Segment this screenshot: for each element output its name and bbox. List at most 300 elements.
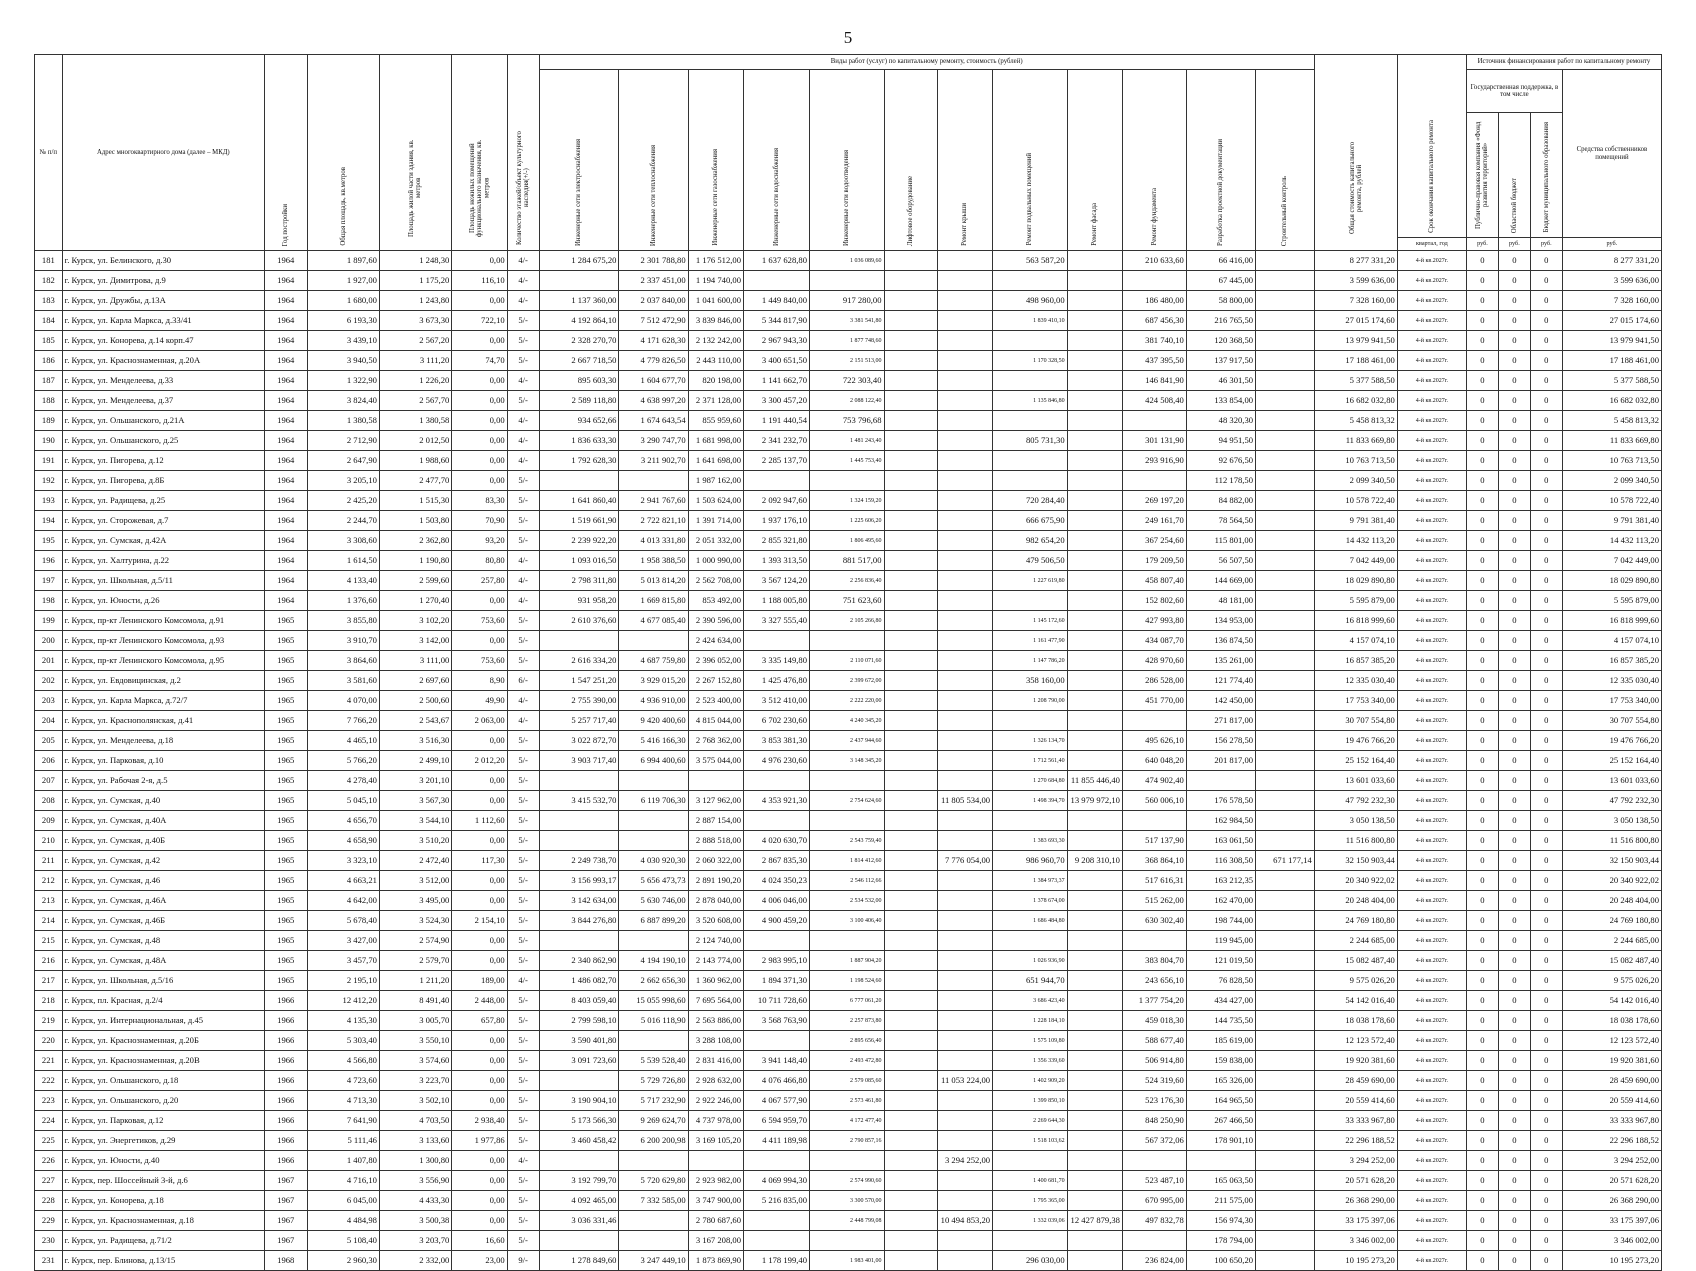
cell-total-cost: 20 248 404,00	[1314, 891, 1397, 911]
cell-fund-amount: 0	[1466, 831, 1498, 851]
cell-water-cost: 6 702 230,60	[744, 711, 810, 731]
cell-sewer-cost	[810, 471, 885, 491]
cell-electro-cost: 3 091 723,60	[539, 1051, 619, 1071]
cell-total-cost: 19 476 766,20	[1314, 731, 1397, 751]
cell-water-cost: 5 344 817,90	[744, 311, 810, 331]
cell-water-cost: 3 941 148,40	[744, 1051, 810, 1071]
cell-total-area: 4 658,90	[307, 831, 379, 851]
cell-fund-amount: 0	[1466, 1051, 1498, 1071]
cell-living-area: 3 111,20	[379, 351, 451, 371]
cell-living-area: 1 243,80	[379, 291, 451, 311]
cell-nonres-area: 2 154,10	[452, 911, 507, 931]
cell-municipal-amount: 0	[1530, 531, 1562, 551]
cell-design-cost: 94 951,50	[1186, 431, 1255, 451]
cell-total-area: 1 897,60	[307, 251, 379, 271]
cell-municipal-amount: 0	[1530, 711, 1562, 731]
cell-total-cost: 4 157 074,10	[1314, 631, 1397, 651]
cell-heat-cost: 5 013 814,20	[619, 571, 688, 591]
cell-municipal-amount: 0	[1530, 411, 1562, 431]
cell-heat-cost	[619, 1031, 688, 1051]
cell-total-area: 4 070,00	[307, 691, 379, 711]
cell-heat-cost: 3 211 902,70	[619, 451, 688, 471]
cell-gas-cost: 2 923 982,00	[688, 1171, 743, 1191]
cell-sewer-cost: 1 324 159,20	[810, 491, 885, 511]
cell-year: 1965	[264, 691, 307, 711]
cell-foundation-cost: 210 633,60	[1122, 251, 1186, 271]
cell-year: 1965	[264, 671, 307, 691]
cell-regional-amount: 0	[1498, 751, 1530, 771]
cell-total-cost: 8 277 331,20	[1314, 251, 1397, 271]
cell-electro-cost: 1 278 849,60	[539, 1251, 619, 1271]
cell-fund-amount: 0	[1466, 1171, 1498, 1191]
cell-living-area: 3 512,00	[379, 871, 451, 891]
cell-own-amount: 2 244 685,00	[1562, 931, 1661, 951]
table-row	[35, 991, 1662, 1011]
cell-regional-amount: 0	[1498, 611, 1530, 631]
cell-lift-cost	[884, 951, 937, 971]
cell-municipal-amount: 0	[1530, 571, 1562, 591]
cell-row-number: 222	[35, 1071, 63, 1091]
cell-foundation-cost	[1122, 471, 1186, 491]
cell-foundation-cost: 236 824,00	[1122, 1251, 1186, 1271]
cell-facade-cost	[1067, 511, 1122, 531]
table-row	[35, 271, 1662, 291]
cell-foundation-cost: 434 087,70	[1122, 631, 1186, 651]
cell-living-area: 2 362,80	[379, 531, 451, 551]
cell-own-amount: 16 682 032,80	[1562, 391, 1661, 411]
cell-total-area: 1 380,58	[307, 411, 379, 431]
cell-municipal-amount: 0	[1530, 991, 1562, 1011]
cell-address: г. Курск, ул. Димитрова, д.9	[62, 271, 264, 291]
cell-roof-cost	[937, 371, 992, 391]
cell-sewer-cost: 2 546 112,66	[810, 871, 885, 891]
cell-row-number: 211	[35, 851, 63, 871]
cell-municipal-amount: 0	[1530, 1231, 1562, 1251]
cell-nonres-area: 0,00	[452, 951, 507, 971]
cell-basement-cost: 982 654,20	[993, 531, 1068, 551]
cell-design-cost: 48 320,30	[1186, 411, 1255, 431]
cell-heat-cost: 4 677 085,40	[619, 611, 688, 631]
cell-own-amount: 5 458 813,32	[1562, 411, 1661, 431]
cell-regional-amount: 0	[1498, 411, 1530, 431]
cell-lift-cost	[884, 611, 937, 631]
cell-nonres-area: 753,60	[452, 611, 507, 631]
cell-basement-cost: 805 731,30	[993, 431, 1068, 451]
cell-row-number: 214	[35, 911, 63, 931]
cell-gas-cost: 1 041 600,00	[688, 291, 743, 311]
cell-basement-cost: 563 587,20	[993, 251, 1068, 271]
cell-own-amount: 18 038 178,60	[1562, 1011, 1661, 1031]
cell-floors: 5/-	[507, 331, 539, 351]
cell-gas-cost: 2 124 740,00	[688, 931, 743, 951]
cell-water-cost: 3 327 555,40	[744, 611, 810, 631]
cell-regional-amount: 0	[1498, 1211, 1530, 1231]
cell-fund-amount: 0	[1466, 531, 1498, 551]
cell-lift-cost	[884, 1091, 937, 1111]
cell-gas-cost: 2 563 886,00	[688, 1011, 743, 1031]
cell-heat-cost: 5 729 726,80	[619, 1071, 688, 1091]
cell-control-cost	[1256, 271, 1315, 291]
cell-living-area: 2 579,70	[379, 951, 451, 971]
cell-facade-cost	[1067, 371, 1122, 391]
cell-term: 4-й кв.2027г.	[1397, 311, 1466, 331]
cell-basement-cost: 1 145 172,60	[993, 611, 1068, 631]
cell-own-amount: 7 042 449,00	[1562, 551, 1661, 571]
cell-municipal-amount: 0	[1530, 751, 1562, 771]
unit-own: руб.	[1562, 238, 1661, 251]
cell-design-cost: 156 974,30	[1186, 1211, 1255, 1231]
cell-address: г. Курск, ул. Дружбы, д.13А	[62, 291, 264, 311]
cell-address: г. Курск, ул. Белинского, д.30	[62, 251, 264, 271]
cell-term: 4-й кв.2027г.	[1397, 531, 1466, 551]
cell-municipal-amount: 0	[1530, 851, 1562, 871]
cell-floors: 5/-	[507, 811, 539, 831]
cell-heat-cost: 9 269 624,70	[619, 1111, 688, 1131]
cell-roof-cost	[937, 1031, 992, 1051]
cell-foundation-cost: 424 508,40	[1122, 391, 1186, 411]
cell-foundation-cost: 687 456,30	[1122, 311, 1186, 331]
cell-roof-cost	[937, 431, 992, 451]
cell-year: 1965	[264, 951, 307, 971]
table-row	[35, 471, 1662, 491]
cell-municipal-amount: 0	[1530, 811, 1562, 831]
cell-roof-cost	[937, 731, 992, 751]
cell-address: г. Курск, ул. Сумская, д.46А	[62, 891, 264, 911]
table-row	[35, 831, 1662, 851]
cell-own-amount: 3 599 636,00	[1562, 271, 1661, 291]
cell-roof-cost	[937, 1091, 992, 1111]
cell-living-area: 3 567,30	[379, 791, 451, 811]
cell-water-cost: 1 937 176,10	[744, 511, 810, 531]
cell-heat-cost	[619, 1151, 688, 1171]
cell-heat-cost: 2 037 840,00	[619, 291, 688, 311]
cell-floors: 5/-	[507, 311, 539, 331]
cell-lift-cost	[884, 471, 937, 491]
cell-design-cost: 144 735,50	[1186, 1011, 1255, 1031]
cell-living-area: 3 203,70	[379, 1231, 451, 1251]
cell-address: г. Курск, пр-кт Ленинского Комсомола, д.93	[62, 631, 264, 651]
cell-term: 4-й кв.2027г.	[1397, 771, 1466, 791]
cell-term: 4-й кв.2027г.	[1397, 411, 1466, 431]
col-foundation: Ремонт фундамента	[1122, 70, 1186, 251]
cell-total-cost: 32 150 903,44	[1314, 851, 1397, 871]
cell-term: 4-й кв.2027г.	[1397, 451, 1466, 471]
cell-address: г. Курск, ул. Школьная, д.5/11	[62, 571, 264, 591]
cell-sewer-cost: 6 777 061,20	[810, 991, 885, 1011]
cell-foundation-cost	[1122, 411, 1186, 431]
table-row	[35, 651, 1662, 671]
cell-basement-cost: 1 228 184,10	[993, 1011, 1068, 1031]
cell-gas-cost: 4 815 044,00	[688, 711, 743, 731]
cell-nonres-area: 657,80	[452, 1011, 507, 1031]
cell-floors: 5/-	[507, 531, 539, 551]
cell-year: 1965	[264, 811, 307, 831]
cell-facade-cost: 12 427 879,38	[1067, 1211, 1122, 1231]
cell-address: г. Курск, ул. Ольшанского, д.20	[62, 1091, 264, 1111]
cell-foundation-cost: 437 395,50	[1122, 351, 1186, 371]
cell-floors: 5/-	[507, 891, 539, 911]
cell-gas-cost	[688, 771, 743, 791]
fin-group-header: Источник финансирования работ по капитальному ремонту	[1466, 55, 1661, 70]
cell-control-cost	[1256, 1111, 1315, 1131]
table-row	[35, 1111, 1662, 1131]
cell-term: 4-й кв.2027г.	[1397, 1071, 1466, 1091]
cell-total-cost: 12 123 572,40	[1314, 1031, 1397, 1051]
cell-design-cost: 176 578,50	[1186, 791, 1255, 811]
cell-control-cost	[1256, 391, 1315, 411]
cell-row-number: 219	[35, 1011, 63, 1031]
cell-fund-amount: 0	[1466, 611, 1498, 631]
cell-regional-amount: 0	[1498, 871, 1530, 891]
cell-gas-cost: 1 000 990,00	[688, 551, 743, 571]
cell-municipal-amount: 0	[1530, 1091, 1562, 1111]
cell-gas-cost: 3 169 105,20	[688, 1131, 743, 1151]
cell-heat-cost: 6 200 200,98	[619, 1131, 688, 1151]
col-basement: Ремонт подвальных помещений	[993, 70, 1068, 251]
cell-design-cost: 216 765,50	[1186, 311, 1255, 331]
cell-basement-cost: 1 575 109,80	[993, 1031, 1068, 1051]
cell-foundation-cost: 269 197,20	[1122, 491, 1186, 511]
cell-design-cost	[1186, 771, 1255, 791]
cell-gas-cost: 2 922 246,00	[688, 1091, 743, 1111]
cell-address: г. Курск, ул. Менделеева, д.18	[62, 731, 264, 751]
cell-row-number: 217	[35, 971, 63, 991]
cell-total-area: 1 407,80	[307, 1151, 379, 1171]
cell-sewer-cost: 1 983 401,00	[810, 1251, 885, 1271]
cell-living-area: 3 142,00	[379, 631, 451, 651]
cell-address: г. Курск, ул. Ольшанского, д.25	[62, 431, 264, 451]
cell-living-area: 1 175,20	[379, 271, 451, 291]
cell-regional-amount: 0	[1498, 651, 1530, 671]
table-row	[35, 971, 1662, 991]
cell-own-amount: 30 707 554,80	[1562, 711, 1661, 731]
cell-total-area: 4 663,21	[307, 871, 379, 891]
cell-design-cost: 100 650,20	[1186, 1251, 1255, 1271]
cell-regional-amount: 0	[1498, 1111, 1530, 1131]
cell-row-number: 227	[35, 1171, 63, 1191]
cell-total-cost: 15 082 487,40	[1314, 951, 1397, 971]
cell-own-amount: 20 571 628,20	[1562, 1171, 1661, 1191]
cell-year: 1964	[264, 251, 307, 271]
cell-lift-cost	[884, 731, 937, 751]
cell-municipal-amount: 0	[1530, 1251, 1562, 1271]
cell-control-cost	[1256, 1151, 1315, 1171]
table-row	[35, 731, 1662, 751]
cell-year: 1964	[264, 491, 307, 511]
cell-floors: 5/-	[507, 1051, 539, 1071]
cell-lift-cost	[884, 751, 937, 771]
cell-design-cost: 137 917,50	[1186, 351, 1255, 371]
cell-water-cost: 2 867 835,30	[744, 851, 810, 871]
cell-sewer-cost: 1 225 606,20	[810, 511, 885, 531]
cell-row-number: 185	[35, 331, 63, 351]
cell-row-number: 220	[35, 1031, 63, 1051]
cell-roof-cost	[937, 611, 992, 631]
cell-lift-cost	[884, 411, 937, 431]
cell-own-amount: 11 833 669,80	[1562, 431, 1661, 451]
cell-design-cost: 162 470,00	[1186, 891, 1255, 911]
cell-basement-cost: 1 384 973,37	[993, 871, 1068, 891]
cell-total-area: 3 824,40	[307, 391, 379, 411]
cell-design-cost: 434 427,00	[1186, 991, 1255, 1011]
cell-total-cost: 12 335 030,40	[1314, 671, 1397, 691]
cell-design-cost: 178 794,00	[1186, 1231, 1255, 1251]
cell-floors: 5/-	[507, 1011, 539, 1031]
cell-facade-cost	[1067, 691, 1122, 711]
cell-electro-cost: 3 156 993,17	[539, 871, 619, 891]
cell-facade-cost	[1067, 331, 1122, 351]
cell-foundation-cost: 630 302,40	[1122, 911, 1186, 931]
cell-control-cost	[1256, 491, 1315, 511]
cell-electro-cost: 895 603,30	[539, 371, 619, 391]
cell-gas-cost: 3 520 608,00	[688, 911, 743, 931]
cell-year: 1964	[264, 371, 307, 391]
cell-row-number: 197	[35, 571, 63, 591]
cell-lift-cost	[884, 671, 937, 691]
cell-water-cost: 1 637 628,80	[744, 251, 810, 271]
cell-design-cost: 144 669,00	[1186, 571, 1255, 591]
cell-total-area: 3 205,10	[307, 471, 379, 491]
cell-heat-cost: 9 420 400,60	[619, 711, 688, 731]
cell-living-area: 2 574,90	[379, 931, 451, 951]
cell-gas-cost: 3 127 962,00	[688, 791, 743, 811]
table-row	[35, 871, 1662, 891]
cell-living-area: 3 502,10	[379, 1091, 451, 1111]
cell-nonres-area: 80,80	[452, 551, 507, 571]
cell-fund-amount: 0	[1466, 1071, 1498, 1091]
cell-total-cost: 20 571 628,20	[1314, 1171, 1397, 1191]
cell-own-amount: 2 099 340,50	[1562, 471, 1661, 491]
cell-nonres-area: 0,00	[452, 391, 507, 411]
cell-roof-cost	[937, 331, 992, 351]
cell-gas-cost: 2 371 128,00	[688, 391, 743, 411]
cell-lift-cost	[884, 991, 937, 1011]
cell-water-cost: 1 141 662,70	[744, 371, 810, 391]
cell-term: 4-й кв.2027г.	[1397, 331, 1466, 351]
table-row	[35, 411, 1662, 431]
cell-control-cost	[1256, 871, 1315, 891]
cell-municipal-amount: 0	[1530, 1031, 1562, 1051]
cell-control-cost	[1256, 331, 1315, 351]
cell-floors: 4/-	[507, 371, 539, 391]
cell-term: 4-й кв.2027г.	[1397, 1231, 1466, 1251]
cell-foundation-cost: 458 807,40	[1122, 571, 1186, 591]
cell-sewer-cost	[810, 1151, 885, 1171]
cell-living-area: 2 477,70	[379, 471, 451, 491]
cell-term: 4-й кв.2027г.	[1397, 551, 1466, 571]
cell-facade-cost	[1067, 531, 1122, 551]
cell-year: 1964	[264, 351, 307, 371]
cell-facade-cost	[1067, 291, 1122, 311]
cell-total-cost: 18 038 178,60	[1314, 1011, 1397, 1031]
cell-basement-cost: 986 960,70	[993, 851, 1068, 871]
col-gas: Инженерные сети газоснабжения	[688, 70, 743, 251]
cell-floors: 5/-	[507, 911, 539, 931]
cell-electro-cost: 2 328 270,70	[539, 331, 619, 351]
cell-basement-cost: 1 400 681,70	[993, 1171, 1068, 1191]
cell-floors: 5/-	[507, 951, 539, 971]
cell-sewer-cost: 3 148 345,20	[810, 751, 885, 771]
cell-address: г. Курск, ул. Юности, д.26	[62, 591, 264, 611]
cell-lift-cost	[884, 1071, 937, 1091]
cell-fund-amount: 0	[1466, 871, 1498, 891]
cell-gas-cost: 2 887 154,00	[688, 811, 743, 831]
cell-water-cost: 4 976 230,60	[744, 751, 810, 771]
cell-gas-cost: 1 176 512,00	[688, 251, 743, 271]
cell-regional-amount: 0	[1498, 991, 1530, 1011]
cell-foundation-cost	[1122, 271, 1186, 291]
cell-design-cost: 78 564,50	[1186, 511, 1255, 531]
cell-living-area: 1 988,60	[379, 451, 451, 471]
cell-lift-cost	[884, 571, 937, 591]
cell-term: 4-й кв.2027г.	[1397, 631, 1466, 651]
table-row	[35, 951, 1662, 971]
cell-water-cost	[744, 471, 810, 491]
cell-total-cost: 19 920 381,60	[1314, 1051, 1397, 1071]
cell-sewer-cost: 2 534 532,00	[810, 891, 885, 911]
cell-row-number: 226	[35, 1151, 63, 1171]
cell-fund-amount: 0	[1466, 711, 1498, 731]
cell-basement-cost: 651 944,70	[993, 971, 1068, 991]
cell-fund-amount: 0	[1466, 371, 1498, 391]
cell-living-area: 1 226,20	[379, 371, 451, 391]
cell-total-area: 4 484,98	[307, 1211, 379, 1231]
cell-basement-cost: 1 383 693,30	[993, 831, 1068, 851]
cell-basement-cost	[993, 711, 1068, 731]
cell-nonres-area: 74,70	[452, 351, 507, 371]
cell-roof-cost	[937, 1171, 992, 1191]
cell-address: г. Курск, ул. Сумская, д.40Б	[62, 831, 264, 851]
cell-fund-amount: 0	[1466, 271, 1498, 291]
cell-gas-cost: 2 562 708,00	[688, 571, 743, 591]
cell-roof-cost: 11 805 534,00	[937, 791, 992, 811]
cell-fund-amount: 0	[1466, 291, 1498, 311]
cell-total-cost: 2 244 685,00	[1314, 931, 1397, 951]
cell-foundation-cost: 1 377 754,20	[1122, 991, 1186, 1011]
cell-electro-cost: 5 173 566,30	[539, 1111, 619, 1131]
cell-foundation-cost: 381 740,10	[1122, 331, 1186, 351]
cell-basement-cost: 1 378 674,00	[993, 891, 1068, 911]
col-no: № п/п	[35, 55, 63, 251]
cell-nonres-area: 2 012,20	[452, 751, 507, 771]
cell-sewer-cost: 2 574 990,60	[810, 1171, 885, 1191]
cell-row-number: 189	[35, 411, 63, 431]
cell-lift-cost	[884, 1251, 937, 1271]
unit-term: квартал, год	[1397, 238, 1466, 251]
cell-address: г. Курск, ул. Юности, д.40	[62, 1151, 264, 1171]
cell-control-cost	[1256, 811, 1315, 831]
cell-row-number: 230	[35, 1231, 63, 1251]
cell-electro-cost: 3 590 401,80	[539, 1031, 619, 1051]
cell-lift-cost	[884, 1131, 937, 1151]
cell-roof-cost	[937, 671, 992, 691]
cell-sewer-cost: 2 105 266,80	[810, 611, 885, 631]
cell-municipal-amount: 0	[1530, 491, 1562, 511]
cell-year: 1966	[264, 1131, 307, 1151]
cell-gas-cost: 855 959,60	[688, 411, 743, 431]
cell-lift-cost	[884, 431, 937, 451]
cell-heat-cost	[619, 1211, 688, 1231]
cell-electro-cost: 2 249 738,70	[539, 851, 619, 871]
cell-floors: 5/-	[507, 851, 539, 871]
table-row	[35, 1211, 1662, 1231]
cell-nonres-area: 23,00	[452, 1251, 507, 1271]
cell-facade-cost	[1067, 1171, 1122, 1191]
cell-foundation-cost: 517 137,90	[1122, 831, 1186, 851]
cell-roof-cost	[937, 1051, 992, 1071]
cell-gas-cost: 2 888 518,00	[688, 831, 743, 851]
cell-own-amount: 17 753 340,00	[1562, 691, 1661, 711]
